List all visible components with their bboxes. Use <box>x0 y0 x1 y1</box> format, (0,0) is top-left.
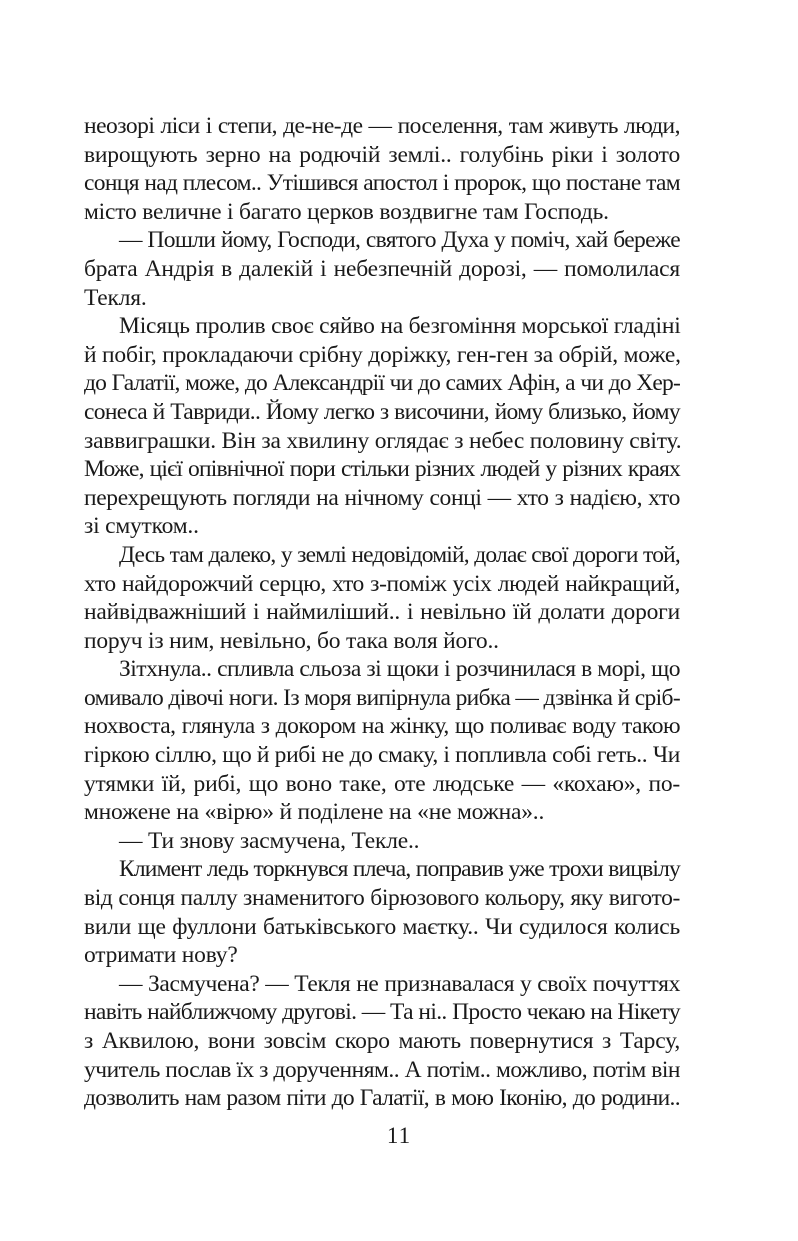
text-line: множене на «вірю» й поділене на «не можна».. <box>84 799 545 826</box>
text-line: сонця над плесом.. Утішився апостол і пророк, що постане там <box>84 170 680 197</box>
text-line: отримати нову? <box>84 942 238 969</box>
text-line: від сонця паллу знаменитого бірюзового кольору, яку вигото- <box>84 885 680 912</box>
text-line: — Засмучена? — Текля не признавалася у своїх почуттях <box>119 970 680 997</box>
text-line: навіть найближчому другові. — Та ні.. Просто чекаю на Нікету <box>84 999 680 1026</box>
text-line: брата Андрія в далекій і небезпечній дорозі, — помолилася <box>84 255 680 282</box>
text-line: заввиграшки. Він за хвилину оглядає з небес половину світу. <box>84 427 682 454</box>
text-line: до Галатії, може, до Александрії чи до самих Афін, а чи до Хер- <box>84 370 680 397</box>
text-line: Текля. <box>84 284 147 311</box>
text-line: зі смутком.. <box>84 513 199 540</box>
text-line: неозорі ліси і степи, де-не-де — поселення, там живуть люди, <box>84 113 680 139</box>
text-line: хто найдорожчий серцю, хто з-поміж усіх людей найкращий, <box>84 570 680 597</box>
text-line: найвідважніший і наймиліший.. і невільно їй долати дороги <box>84 599 680 626</box>
text-line: вили ще фуллони батьківського маєтку.. Чи судилося колись <box>84 913 680 940</box>
text-line: гіркою сіллю, що й рибі не до смаку, і попливла собі геть.. Чи <box>84 742 680 769</box>
text-line: перехрещують погляди на нічному сонці — хто з надією, хто <box>84 484 680 511</box>
text-line: з Аквилою, вони зовсім скоро мають повернутися з Тарсу, <box>84 1028 680 1054</box>
text-line: сонеса й Тавриди.. Йому легко з височини, йому близько, йому <box>84 398 680 425</box>
text-line: утямки їй, рибі, що воно таке, оте людське — «кохаю», по- <box>84 770 680 797</box>
text-line: дозволить нам разом піти до Галатії, в мою Іконію, до родини.. <box>84 1085 680 1112</box>
text-line: — Ти знову засмучена, Текле.. <box>119 827 420 854</box>
text-line: Десь там далеко, у землі недовідомій, долає свої дороги той, <box>119 541 680 568</box>
text-line: Зітхнула.. спливла сльоза зі щоки і розчинилася в морі, що <box>119 656 680 683</box>
page-body-text <box>84 112 680 1113</box>
text-line: Може, цієї опівнічної пори стільки різних людей у різних краях <box>84 456 680 483</box>
text-line: Місяць пролив своє сяйво на безгоміння морської гладіні <box>119 313 681 340</box>
page-number: 11 <box>386 1123 412 1148</box>
text-line: місто величне і багато церков воздвигне там Господь. <box>84 198 609 225</box>
text-line: учитель послав їх з дорученням.. А потім.. можливо, потім він <box>84 1056 680 1083</box>
text-line: Климент ледь торкнувся плеча, поправив уже трохи вицвілу <box>119 856 680 883</box>
text-line: омивало дівочі ноги. Із моря випірнула рибка — дзвінка й сріб- <box>84 684 680 711</box>
text-line: вирощують зерно на родючій землі.. голубінь ріки і золото <box>84 141 680 168</box>
text-line: нохвоста, глянула з докором на жінку, що поливає воду такою <box>84 713 680 740</box>
text-line: поруч із ним, невільно, бо така воля його.. <box>84 627 499 654</box>
text-line: — Пошли йому, Господи, святого Духа у поміч, хай береже <box>119 227 680 254</box>
text-line: й побіг, прокладаючи срібну доріжку, ген-ген за обрій, може, <box>84 341 681 368</box>
